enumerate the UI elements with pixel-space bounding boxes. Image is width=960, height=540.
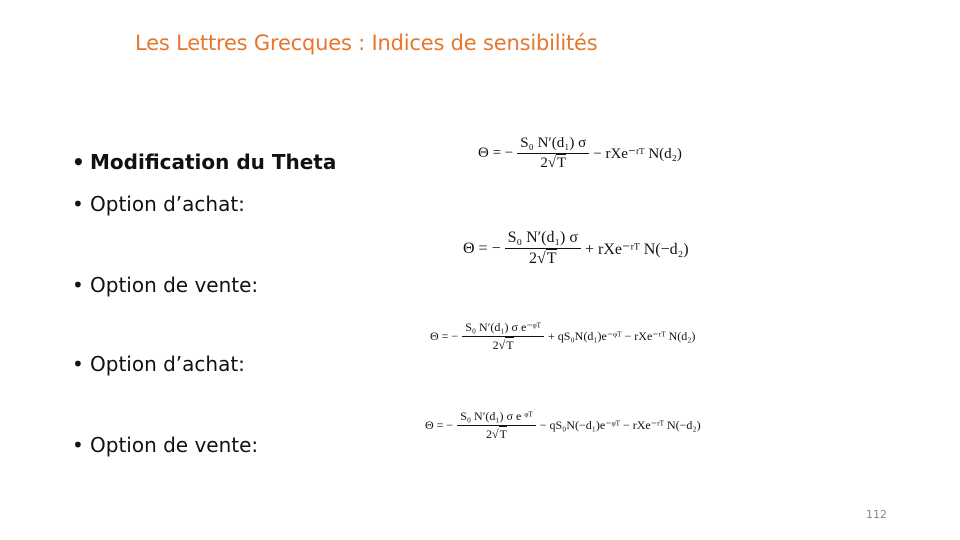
sqrt-radicand: T — [499, 427, 507, 441]
denominator-prefix: 2 — [485, 427, 492, 441]
bullet-text: Option de vente: — [90, 433, 259, 457]
formula-rest: + qS₀N(d₁)e⁻ᵠᵀ − rXe⁻ʳᵀ N(d₂) — [548, 329, 696, 343]
formula-lhs: Θ = − — [430, 329, 459, 343]
page-number: 112 — [866, 508, 887, 521]
formula-numerator: S₀ N′(d₁) σ e ᵠᵀ — [460, 409, 533, 423]
bullet-put-option-2 — [72, 433, 258, 457]
sqrt-symbol: √ — [491, 427, 499, 441]
bullet-call-option-2 — [72, 352, 245, 376]
formula-rest: − rXe⁻ʳᵀ N(d₂) — [593, 146, 682, 162]
bullet-text: Option de vente: — [90, 273, 259, 297]
bullet-put-option-1 — [72, 273, 258, 297]
formula-lhs: Θ = − — [463, 239, 501, 257]
denominator-prefix: 2 — [529, 250, 538, 267]
bullet-marker: • — [72, 273, 84, 297]
bullet-marker: • — [72, 192, 84, 216]
formula-rest: − qS₀N(−d₁)e⁻ᵠᵀ − rXe⁻ʳᵀ N(−d₂) — [539, 418, 701, 432]
formula-denominator — [462, 336, 544, 353]
formula-fraction — [462, 320, 544, 353]
bullet-marker: • — [72, 150, 85, 174]
sqrt-radicand: T — [557, 155, 567, 171]
sqrt-radicand: T — [546, 250, 557, 267]
formula-lhs: Θ = − — [425, 418, 454, 432]
formula-denominator — [517, 153, 589, 172]
sqrt-symbol: √ — [498, 338, 506, 352]
theta-formula-put — [463, 229, 689, 268]
formula-fraction — [457, 409, 535, 442]
bullet-theta-modification — [72, 150, 336, 174]
bullet-text: Modification du Theta — [90, 150, 337, 174]
formula-numerator: S₀ N′(d₁) σ — [520, 135, 587, 151]
formula-denominator — [457, 425, 535, 442]
sqrt-symbol: √ — [537, 250, 546, 267]
slide-title: Les Lettres Grecques : Indices de sensibilités — [135, 31, 598, 55]
formula-fraction — [517, 135, 589, 172]
bullet-marker: • — [72, 352, 84, 376]
sqrt-symbol: √ — [547, 155, 557, 171]
denominator-prefix: 2 — [540, 155, 548, 171]
bullet-call-option-1 — [72, 192, 245, 216]
formula-rest: + rXe⁻ʳᵀ N(−d₂) — [585, 240, 689, 258]
bullet-text: Option d’achat: — [90, 192, 245, 216]
bullet-marker: • — [72, 433, 84, 457]
denominator-prefix: 2 — [492, 338, 499, 352]
theta-formula-put-dividend — [425, 409, 701, 442]
formula-denominator — [505, 248, 581, 268]
theta-formula-call — [478, 135, 682, 172]
formula-numerator: S₀ N′(d₁) σ e⁻ᵠᵀ — [465, 320, 542, 334]
formula-fraction — [505, 229, 581, 268]
formula-lhs: Θ = − — [478, 145, 514, 161]
formula-numerator: S₀ N′(d₁) σ — [507, 229, 578, 246]
bullet-text: Option d’achat: — [90, 352, 245, 376]
theta-formula-call-dividend — [430, 320, 695, 353]
sqrt-radicand: T — [506, 338, 514, 352]
